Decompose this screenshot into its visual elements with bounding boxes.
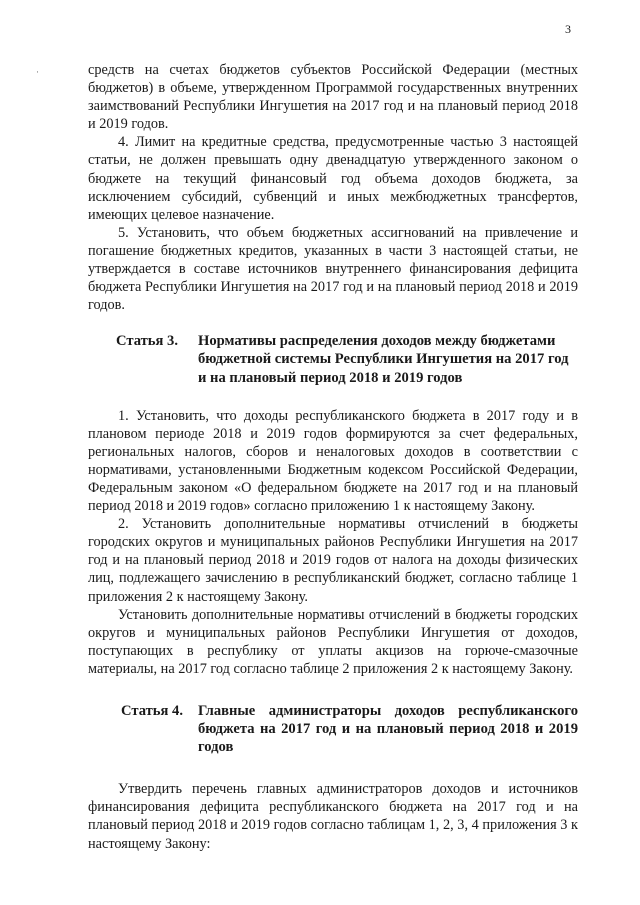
scan-speck: · — [36, 67, 39, 77]
paragraph: Утвердить перечень главных администраторов доходов и источников финансирования дефицита республиканского бюджета на 2017 год и на плановый период 2018 и 2019 годов согласно таблицам 1, 2, 3, 4 приложения 3 к настоящему Закону: — [88, 781, 578, 852]
article-title: Главные администраторы доходов республиканского бюджета на 2017 год и на плановый период 2018 и 2019 годов — [198, 703, 578, 756]
paragraph: 5. Установить, что объем бюджетных ассигнований на привлечение и погашение бюджетных кредитов, указанных в части 3 настоящей статьи, не утверждается в составе источников внутреннего финансирования дефицита бюджета Республики Ингушетия на 2017 год и на плановый период 2018 и 2019 годов. — [88, 224, 578, 314]
paragraph: средств на счетах бюджетов субъектов Российской Федерации (местных бюджетов) в объеме, утвержденном Программой государственных внутренних заимствований Республики Ингушетия на 2017 год и на плановый период 2018 и 2019 годов. — [88, 62, 578, 133]
article-4-body — [88, 780, 578, 852]
article-number: Статья 3. — [116, 333, 178, 350]
article-3-body — [88, 407, 578, 678]
article-title: Нормативы распределения доходов между бюджетами бюджетной системы Республики Ингушетия на 2017 год и на плановый период 2018 и 2019 годов — [198, 333, 569, 386]
paragraph: 4. Лимит на кредитные средства, предусмотренные частью 3 настоящей статьи, не должен превышать одну двенадцатую утвержденного законом о бюджете на текущий финансовый год объема доходов бюджета, за исключением субсидий, субвенций и иных межбюджетных трансфертов, имеющих целевое назначение. — [88, 134, 578, 223]
paragraph: Установить дополнительные нормативы отчислений в бюджеты городских округов и муниципальных районов Республики Ингушетия от доходов, поступающих в республику от уплаты акцизов на горюче-смазочные материалы, на 2017 год согласно таблице 2 приложения 2 к настоящему Закону. — [88, 606, 578, 677]
article-3-heading — [116, 332, 578, 386]
paragraph: 2. Установить дополнительные нормативы отчислений в бюджеты городских округов и муниципальных районов Республики Ингушетия на 2017 год и на плановый период 2018 и 2019 годов от налога на доходы физических лиц, подлежащего зачислению в республиканский бюджет, согласно таблице 1 приложения 2 к настоящему Закону. — [88, 516, 578, 605]
document-body — [88, 61, 578, 853]
article-4-heading — [121, 702, 578, 756]
page-number: 3 — [565, 22, 571, 36]
article-number: Статья 4. — [121, 703, 183, 719]
paragraph: 1. Установить, что доходы республиканского бюджета в 2017 году и в плановом периоде 2018 и 2019 годов формируются за счет федеральных, региональных налогов, сборов и неналоговых доходов в соответствии с нормативами, установленными Бюджетным кодексом Российской Федерации, Федеральным законом «О федеральном бюджете на 2017 год и на плановый период 2018 и 2019 годов» согласно приложению 1 к настоящему Закону. — [88, 407, 578, 515]
